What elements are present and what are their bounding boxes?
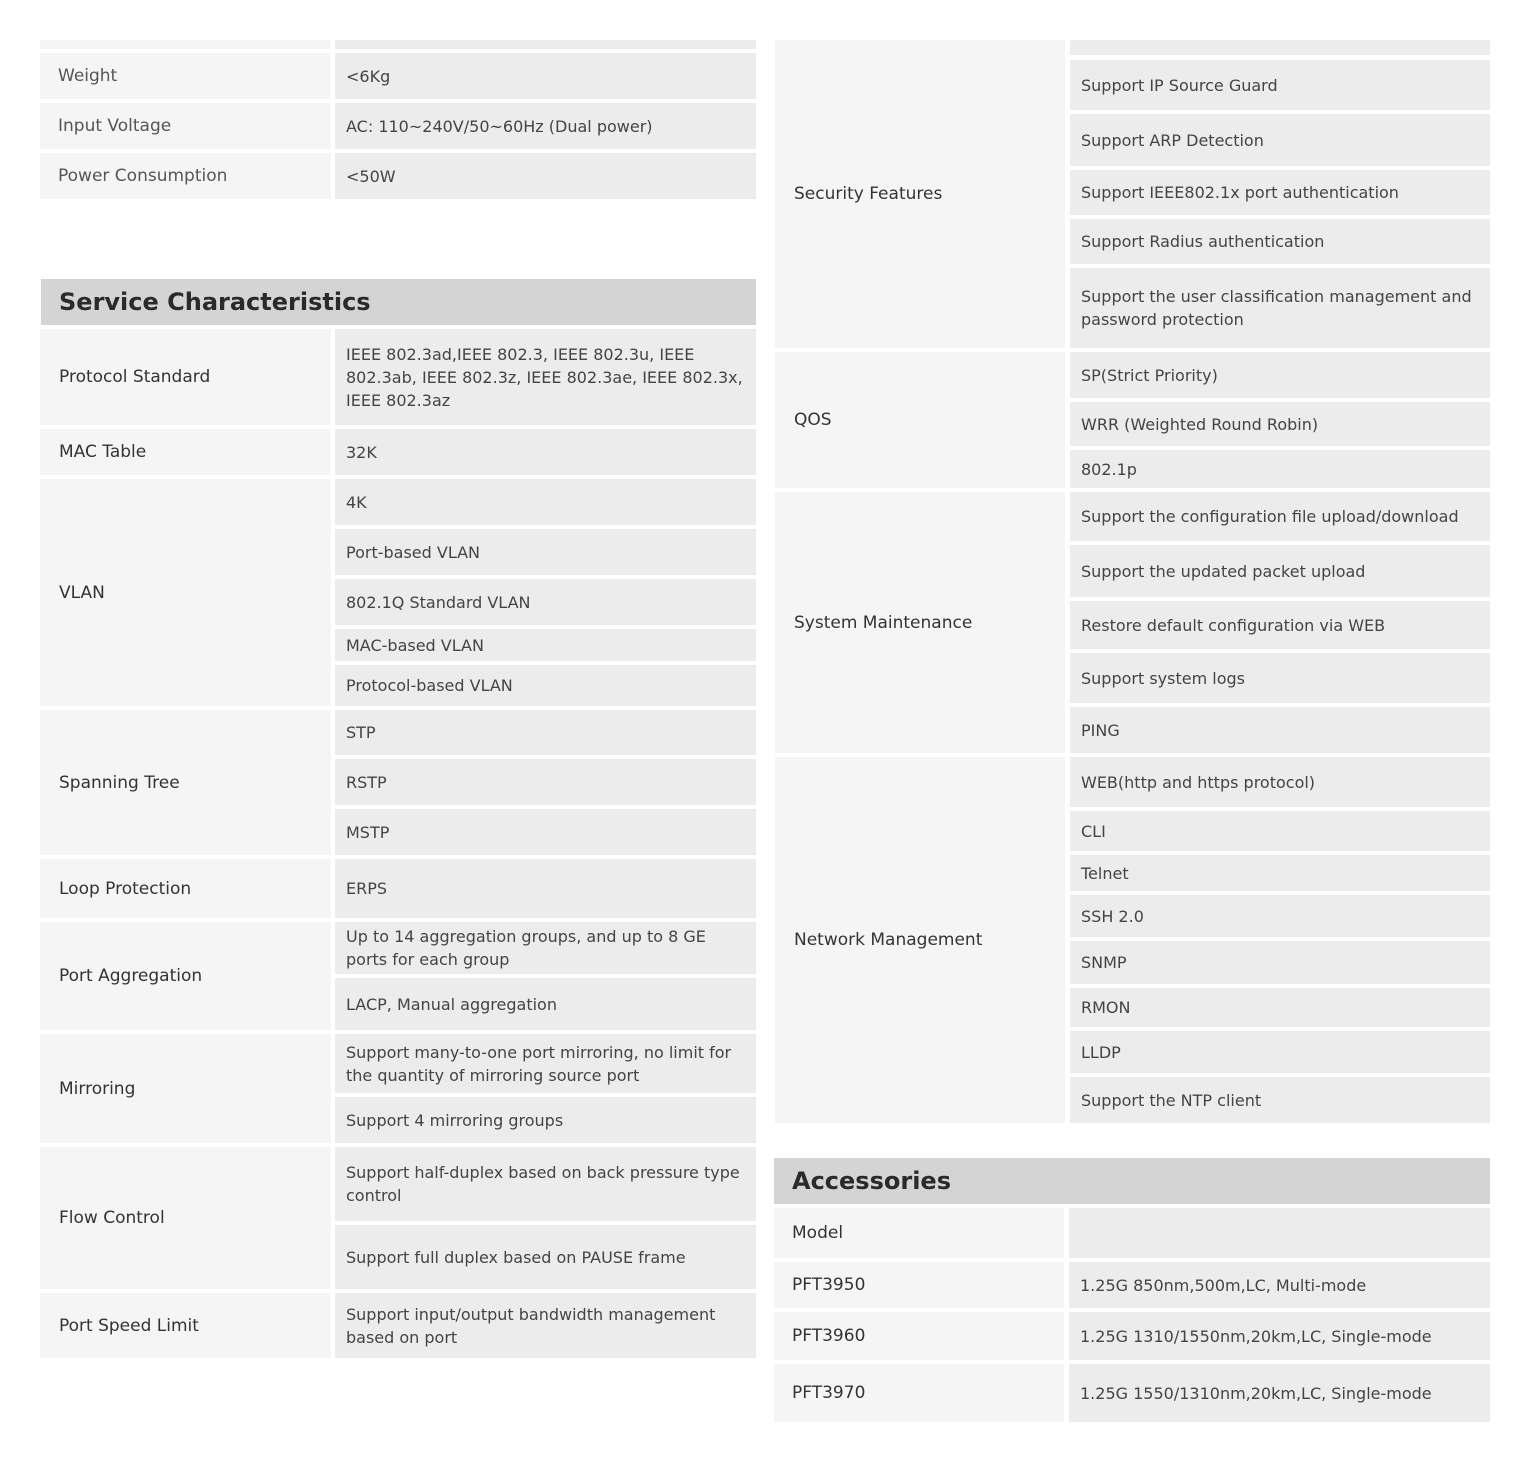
label-flow-control: Flow Control (40, 1147, 331, 1289)
value-system-logs: Support system logs (1070, 653, 1490, 703)
label-model: Model (774, 1208, 1064, 1258)
value-8021x-auth: Support IEEE802.1x port authentication (1070, 170, 1490, 215)
value-telnet: Telnet (1070, 855, 1490, 891)
value-rmon: RMON (1070, 988, 1490, 1027)
value-erps: ERPS (335, 859, 756, 918)
label-mac-table: MAC Table (40, 429, 331, 475)
value-rstp: RSTP (335, 759, 756, 805)
value-stp: STP (335, 710, 756, 755)
label-weight: Weight (40, 53, 331, 99)
value-lldp: LLDP (1070, 1031, 1490, 1073)
value-lacp: LACP, Manual aggregation (335, 978, 756, 1030)
value-strict-priority: SP(Strict Priority) (1070, 352, 1490, 398)
value-8021p: 802.1p (1070, 450, 1490, 488)
label-spanning-tree: Spanning Tree (40, 710, 331, 855)
value-mstp: MSTP (335, 809, 756, 855)
value-pft3970: 1.25G 1550/1310nm,20km,LC, Single-mode (1069, 1364, 1490, 1422)
label-power-consumption: Power Consumption (40, 153, 331, 199)
value-packet-upload: Support the updated packet upload (1070, 545, 1490, 597)
value-user-classification: Support the user classification management and password protection (1070, 268, 1490, 348)
value-restore-default: Restore default configuration via WEB (1070, 601, 1490, 649)
value-radius-auth: Support Radius authentication (1070, 219, 1490, 264)
label-pft3970: PFT3970 (774, 1364, 1064, 1422)
section-title-accessories: Accessories (774, 1158, 1490, 1204)
value-vlan-4k: 4K (335, 479, 756, 525)
label-input-voltage: Input Voltage (40, 103, 331, 149)
value-mirroring-groups: Support 4 mirroring groups (335, 1097, 756, 1143)
value-snmp: SNMP (1070, 941, 1490, 984)
value-bandwidth-management: Support input/output bandwidth management based on port (335, 1293, 756, 1358)
value-ssh: SSH 2.0 (1070, 895, 1490, 937)
label-vlan: VLAN (40, 479, 331, 706)
section-title-service: Service Characteristics (41, 279, 756, 325)
value-ping: PING (1070, 707, 1490, 753)
value-model (1069, 1208, 1490, 1258)
value-vlan-mac-based: MAC-based VLAN (335, 629, 756, 661)
label-pft3950: PFT3950 (774, 1262, 1064, 1308)
label-mirroring: Mirroring (40, 1034, 331, 1143)
label-port-aggregation: Port Aggregation (40, 922, 331, 1030)
value-web: WEB(http and https protocol) (1070, 757, 1490, 807)
value-ip-source-guard: Support IP Source Guard (1070, 60, 1490, 110)
value-cli: CLI (1070, 811, 1490, 851)
cropped-row-label (40, 40, 331, 49)
value-mirroring-many-to-one: Support many-to-one port mirroring, no limit for the quantity of mirroring source port (335, 1034, 756, 1093)
label-qos: QOS (775, 352, 1065, 488)
value-ntp-client: Support the NTP client (1070, 1077, 1490, 1123)
value-full-duplex: Support full duplex based on PAUSE frame (335, 1225, 756, 1289)
label-protocol-standard: Protocol Standard (40, 329, 331, 425)
label-security-features: Security Features (775, 40, 1065, 348)
value-input-voltage: AC: 110~240V/50~60Hz (Dual power) (335, 103, 756, 149)
value-power-consumption: <50W (335, 153, 756, 199)
value-half-duplex: Support half-duplex based on back pressure type control (335, 1147, 756, 1221)
value-pft3950: 1.25G 850nm,500m,LC, Multi-mode (1069, 1262, 1490, 1308)
value-mac-table: 32K (335, 429, 756, 475)
value-wrr: WRR (Weighted Round Robin) (1070, 402, 1490, 446)
label-loop-protection: Loop Protection (40, 859, 331, 918)
label-port-speed-limit: Port Speed Limit (40, 1293, 331, 1358)
value-config-upload: Support the configuration file upload/download (1070, 492, 1490, 541)
value-arp-detection: Support ARP Detection (1070, 114, 1490, 166)
label-system-maintenance: System Maintenance (775, 492, 1065, 753)
value-protocol-standard: IEEE 802.3ad,IEEE 802.3, IEEE 802.3u, IEEE 802.3ab, IEEE 802.3z, IEEE 802.3ae, IEEE 802.3x, IEEE 802.3az (335, 329, 756, 425)
value-pft3960: 1.25G 1310/1550nm,20km,LC, Single-mode (1069, 1312, 1490, 1360)
label-pft3960: PFT3960 (774, 1312, 1064, 1360)
value-vlan-port-based: Port-based VLAN (335, 529, 756, 575)
spec-table-top (40, 53, 756, 199)
cropped-row-value (1070, 40, 1490, 55)
value-weight: <6Kg (335, 53, 756, 99)
value-aggregation-groups: Up to 14 aggregation groups, and up to 8 GE ports for each group (335, 922, 756, 974)
value-vlan-8021q: 802.1Q Standard VLAN (335, 579, 756, 625)
value-vlan-protocol-based: Protocol-based VLAN (335, 665, 756, 706)
cropped-row-value (335, 40, 756, 49)
label-network-management: Network Management (775, 757, 1065, 1123)
